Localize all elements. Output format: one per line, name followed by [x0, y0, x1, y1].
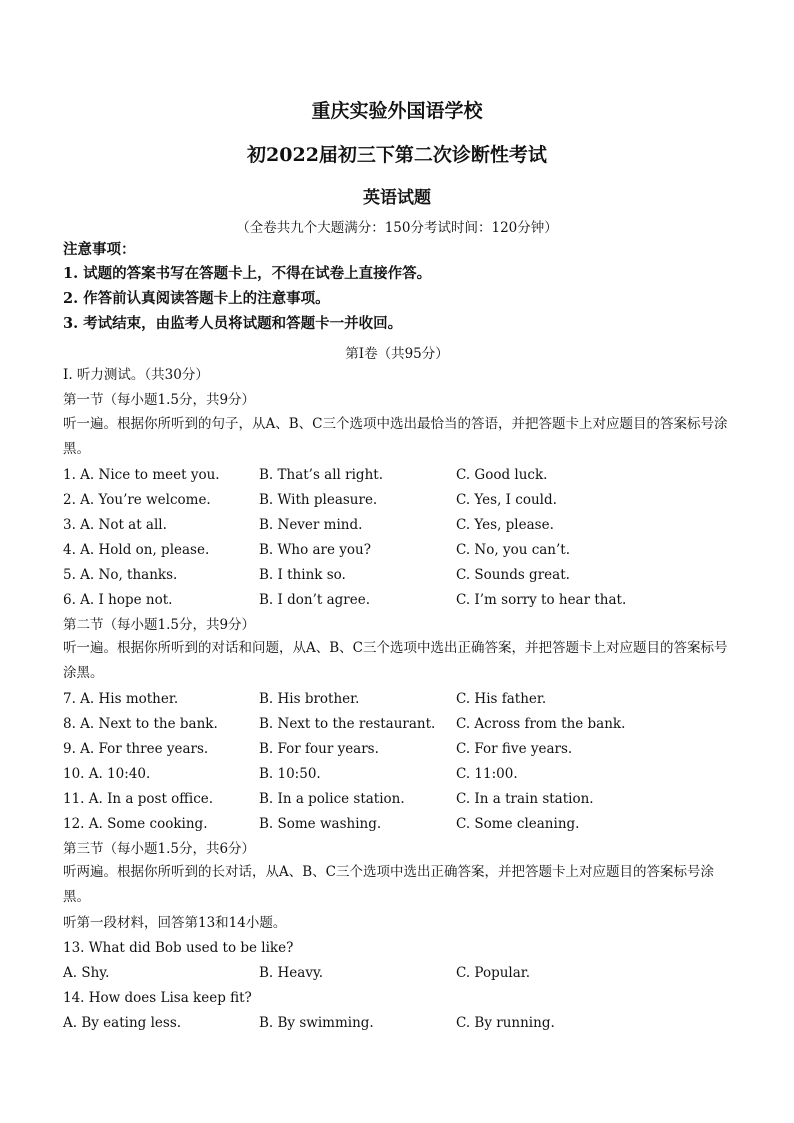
part1-title: I. 听力测试。（共30分） — [63, 367, 209, 383]
q7-option-c: C. His father. — [456, 691, 547, 707]
sec3-instructions: 听两遍。根据你所听到的长对话，从A、B、C三个选项中选出正确答案，并把答题卡上对应题目的答案标号涂黑。 — [63, 864, 714, 905]
q7-option-b: B. His brother. — [259, 691, 360, 707]
q3-option-c: C. Yes, please. — [456, 517, 554, 533]
q8-option-b: B. Next to the restaurant. — [259, 716, 436, 732]
q2-option-b: B. With pleasure. — [259, 492, 378, 508]
q6-option-c: C. I’m sorry to hear that. — [456, 592, 627, 608]
q9-option-a: 9. A. For three years. — [63, 741, 209, 757]
q4-option-c: C. No, you can’t. — [456, 542, 571, 558]
q13-stem: 13. What did Bob used to be like? — [63, 940, 294, 956]
q13-option-b: B. Heavy. — [259, 965, 324, 981]
q3-option-b: B. Never mind. — [259, 517, 363, 533]
q13-option-a: A. Shy. — [63, 965, 110, 981]
q2-option-c: C. Yes, I could. — [456, 492, 557, 508]
sec3-title: 第三节（每小题1.5分，共6分） — [63, 841, 256, 857]
q6-option-b: B. I don’t agree. — [259, 592, 371, 608]
notes-title: 注意事项： — [63, 241, 136, 258]
sec2-title: 第二节（每小题1.5分，共9分） — [63, 617, 256, 633]
sec2-instructions: 听一遍。根据你所听到的对话和问题，从A、B、C三个选项中选出正确答案，并把答题卡上对应题目的答案标号涂黑。 — [63, 640, 728, 681]
subject-title: 英语试题 — [363, 188, 431, 208]
exam-info: （全卷共九个大题满分：150分考试时间：120分钟） — [236, 220, 558, 236]
volume-title: 第I卷（共95分） — [345, 346, 449, 362]
q14-option-b: B. By swimming. — [259, 1015, 374, 1031]
q10-option-a: 10. A. 10:40. — [63, 766, 151, 782]
q12-option-b: B. Some washing. — [259, 816, 382, 832]
q1-option-c: C. Good luck. — [456, 467, 548, 483]
q1-option-a: 1. A. Nice to meet you. — [63, 467, 220, 483]
q11-option-a: 11. A. In a post office. — [63, 791, 214, 807]
q10-option-c: C. 11:00. — [456, 766, 518, 782]
q5-option-c: C. Sounds great. — [456, 567, 570, 583]
q14-stem: 14. How does Lisa keep fit? — [63, 990, 252, 1006]
note-item-3: 3. 考试结束，由监考人员将试题和答题卡一并收回。 — [63, 315, 403, 332]
note-item-2: 2. 作答前认真阅读答题卡上的注意事项。 — [63, 290, 330, 307]
q14-option-a: A. By eating less. — [63, 1015, 182, 1031]
q9-option-c: C. For five years. — [456, 741, 573, 757]
q6-option-a: 6. A. I hope not. — [63, 592, 173, 608]
q14-option-c: C. By running. — [456, 1015, 555, 1031]
q2-option-a: 2. A. You’re welcome. — [63, 492, 211, 508]
q11-option-c: C. In a train station. — [456, 791, 594, 807]
passage1-intro: 听第一段材料，回答第13和14小题。 — [63, 915, 287, 931]
q8-option-a: 8. A. Next to the bank. — [63, 716, 218, 732]
q5-option-b: B. I think so. — [259, 567, 346, 583]
q11-option-b: B. In a police station. — [259, 791, 405, 807]
q4-option-a: 4. A. Hold on, please. — [63, 542, 210, 558]
q12-option-a: 12. A. Some cooking. — [63, 816, 208, 832]
q12-option-c: C. Some cleaning. — [456, 816, 580, 832]
q7-option-a: 7. A. His mother. — [63, 691, 179, 707]
q4-option-b: B. Who are you? — [259, 542, 371, 558]
school-title: 重庆实验外国语学校 — [311, 100, 483, 122]
exam-title: 初2022届初三下第二次诊断性考试 — [247, 144, 547, 166]
note-item-1: 1. 试题的答案书写在答题卡上，不得在试卷上直接作答。 — [63, 265, 432, 282]
q5-option-a: 5. A. No, thanks. — [63, 567, 178, 583]
q8-option-c: C. Across from the bank. — [456, 716, 626, 732]
q13-option-c: C. Popular. — [456, 965, 531, 981]
q10-option-b: B. 10:50. — [259, 766, 321, 782]
q3-option-a: 3. A. Not at all. — [63, 517, 167, 533]
q1-option-b: B. That’s all right. — [259, 467, 383, 483]
q9-option-b: B. For four years. — [259, 741, 379, 757]
sec1-instructions: 听一遍。根据你所听到的句子，从A、B、C三个选项中选出最恰当的答语，并把答题卡上对应题目的答案标号涂黑。 — [63, 416, 728, 457]
sec1-title: 第一节（每小题1.5分，共9分） — [63, 392, 256, 408]
